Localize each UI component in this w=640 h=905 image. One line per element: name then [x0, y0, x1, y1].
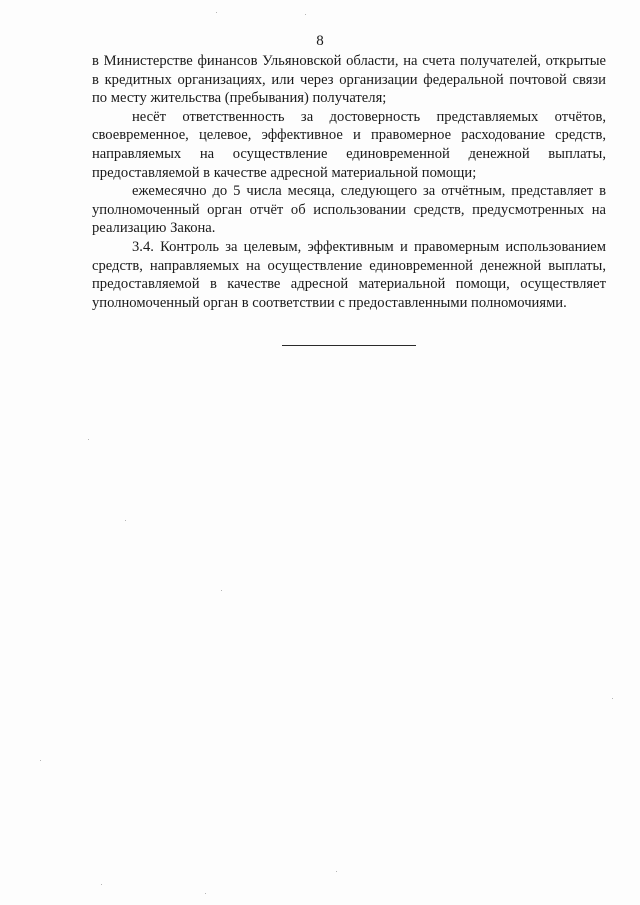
paragraph-monthly-report: ежемесячно до 5 числа месяца, следующего за отчётным, представляет в уполномоченный орган отчёт об использовании средств, предусмотренных на реализацию Закона. — [92, 183, 606, 237]
scan-speck — [205, 893, 206, 894]
scan-speck — [305, 14, 306, 15]
paragraph-control-section: 3.4. Контроль за целевым, эффективным и правомерным использованием средств, направляемых на осуществление единовременной денежной выплаты, предоставляемой в качестве адресной материальной помощи, осуществляет уполномоченный орган в соответствии с предоставленными полномочиями. — [92, 238, 606, 311]
scan-speck — [40, 760, 41, 761]
scan-speck — [612, 698, 613, 699]
scan-speck — [125, 520, 126, 521]
scan-speck — [88, 439, 89, 440]
document-body — [92, 52, 606, 312]
paragraph-responsibility: несёт ответственность за достоверность представляемых отчётов, своевременное, целевое, эффективное и правомерное расходование средств, направляемых на осуществление единовременной денежной выплаты, предоставляемой в качестве адресной материальной помощи; — [92, 108, 606, 181]
page-number: 8 — [316, 33, 324, 49]
scan-speck — [221, 590, 222, 591]
scan-speck — [336, 871, 337, 872]
end-separator-line — [282, 345, 416, 346]
paragraph-payment-method: в Министерстве финансов Ульяновской области, на счета получателей, открытые в кредитных организациях, или через организации федеральной почтовой связи по месту жительства (пребывания) получателя; — [92, 53, 606, 107]
scan-speck — [101, 884, 102, 885]
scan-speck — [216, 12, 217, 13]
